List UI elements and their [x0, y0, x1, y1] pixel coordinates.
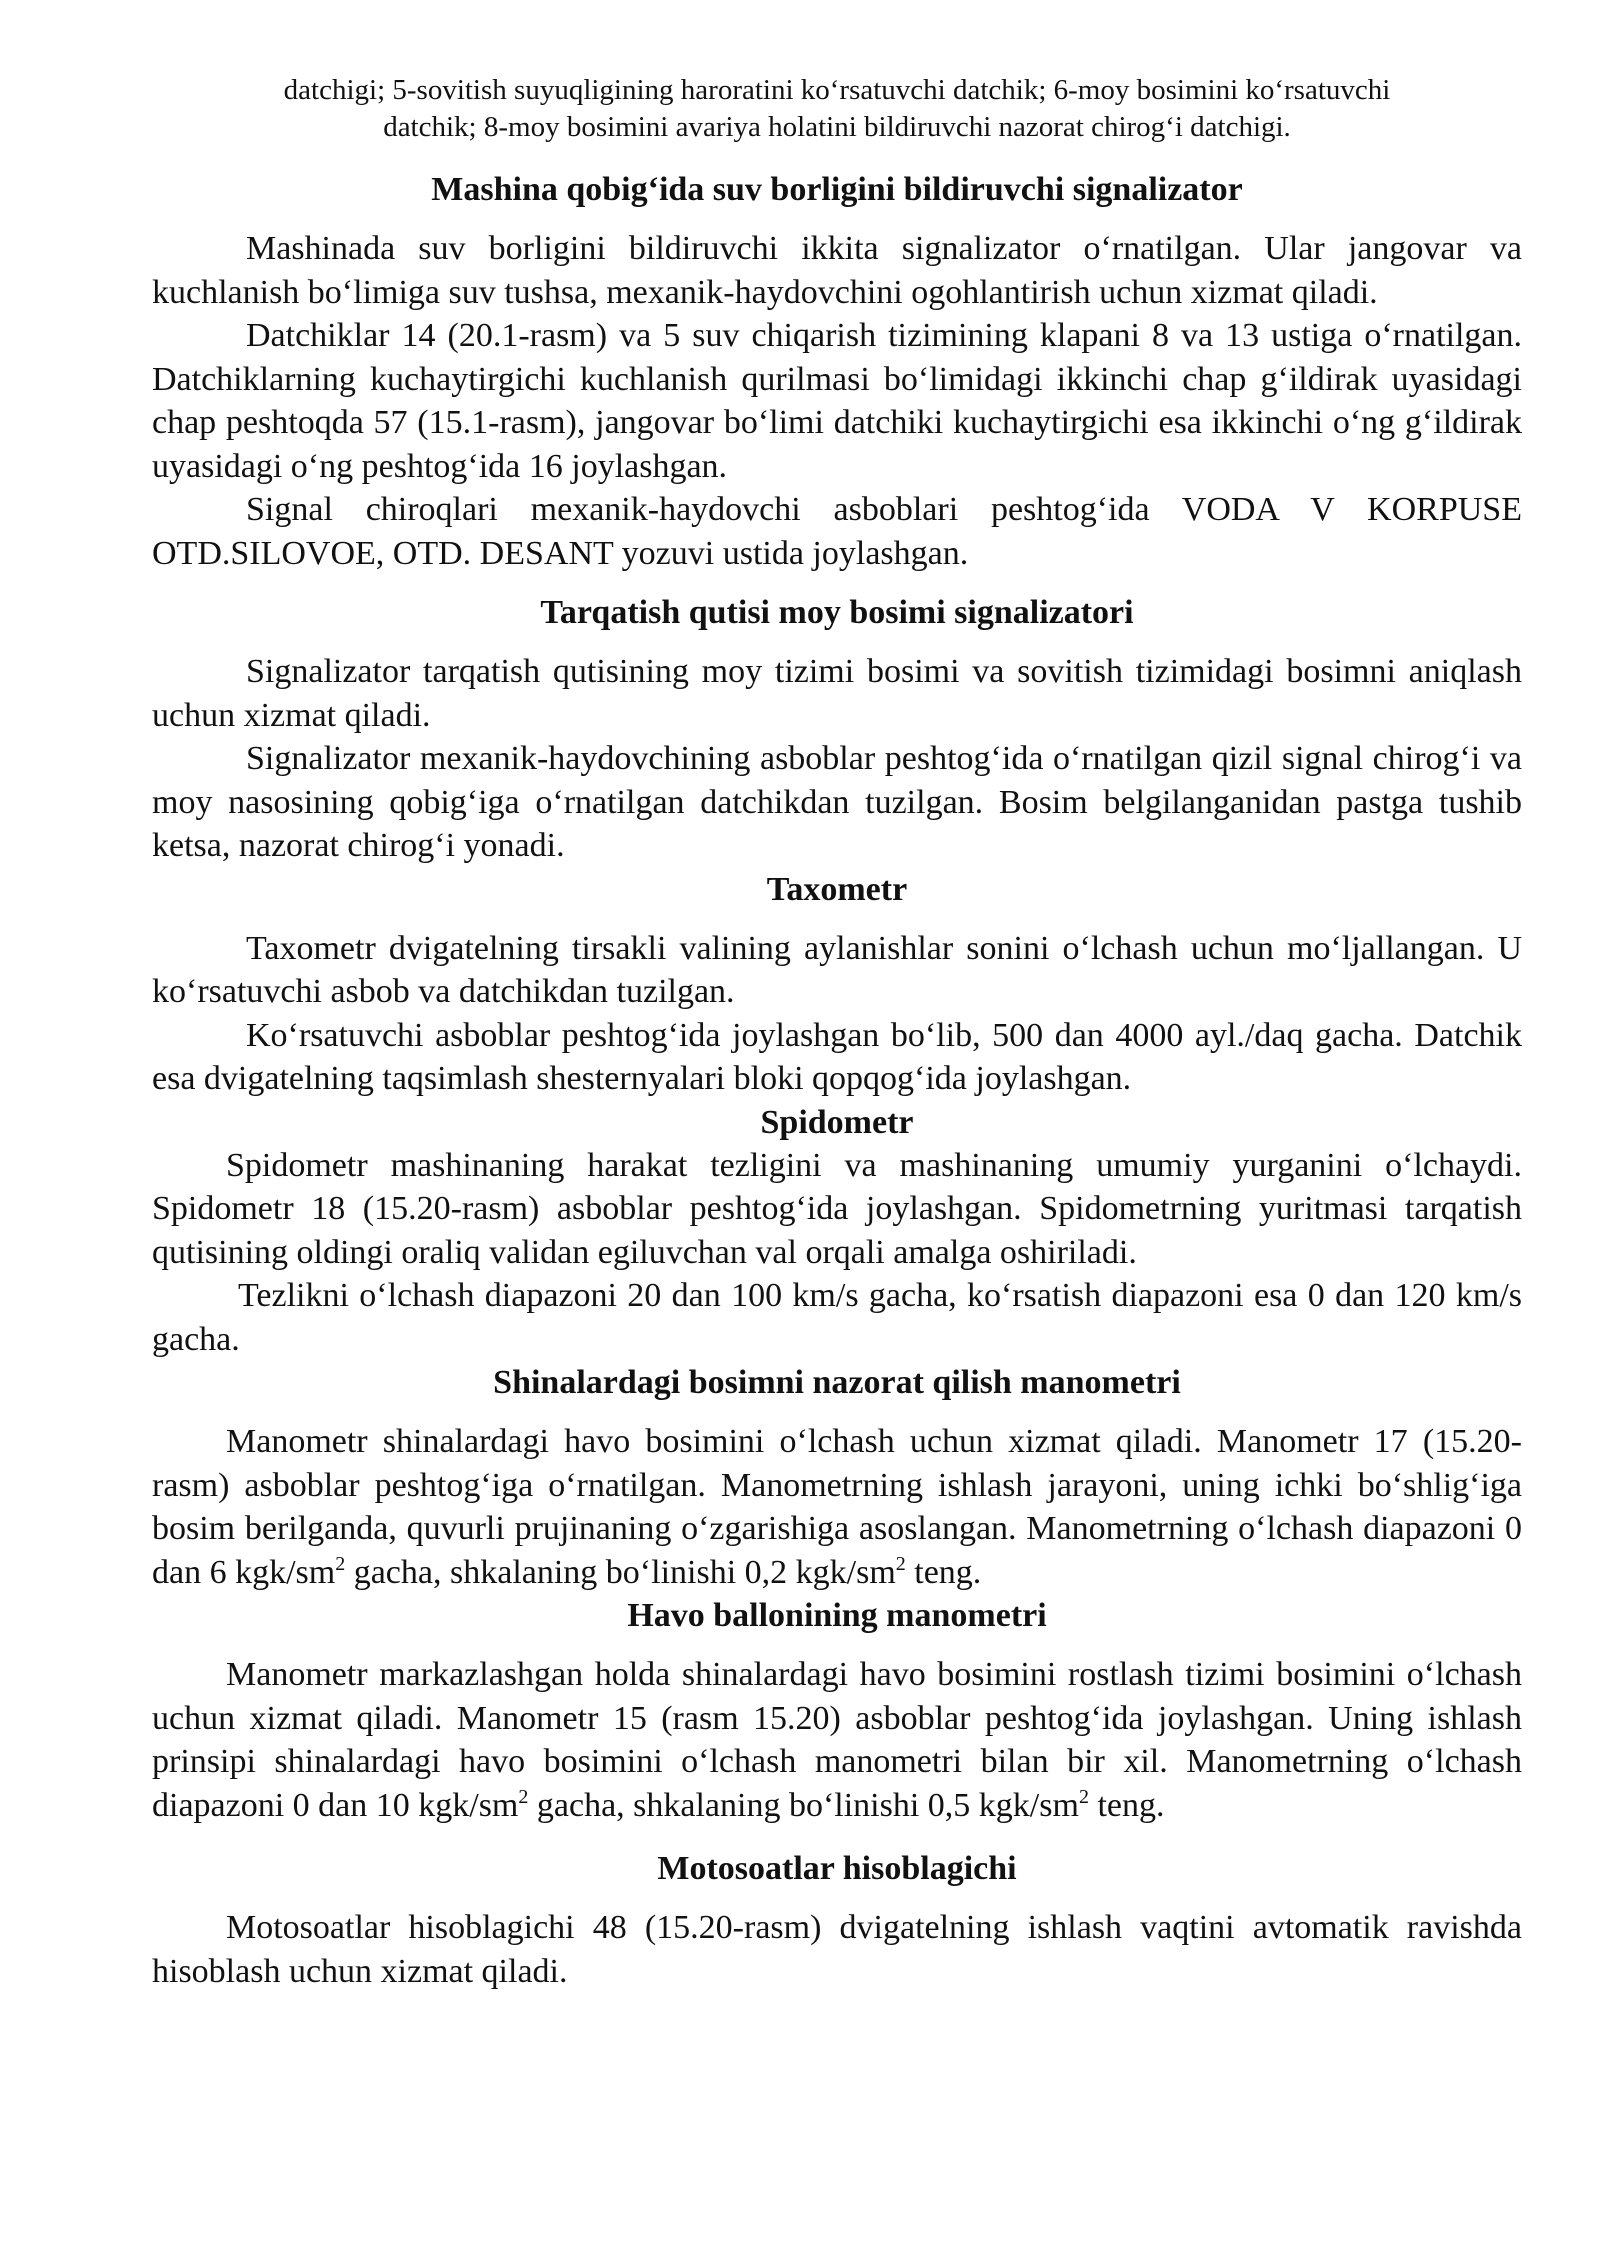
heading-speedometer: Spidometr: [760, 1103, 914, 1141]
heading-air-cylinder-manometer: Havo ballonining manometri: [627, 1597, 1047, 1634]
paragraph-tachometer-1: Taxometr dvigatelning tirsakli valining aylanishlar sonini o‘lchash uchun mo‘ljallangan. U ko‘rsatuvchi asbob va datchikdan tuzilgan.: [152, 929, 1522, 1010]
tire-superscript-1: 2: [335, 1552, 346, 1575]
paragraph-water-3: Signal chiroqlari mexanik-haydovchi asboblari peshtog‘ida VODA V KORPUSE OTD.SILOVOE, OTD. DESANT yozuvi ustida joylashgan.: [152, 491, 1522, 572]
heading-tachometer: Taxometr: [766, 870, 908, 908]
tire-text-b: gacha, shkalaning bo‘linishi 0,2 kgk/sm: [345, 1553, 896, 1591]
heading-water-signalizer: Mashina qobig‘ida suv borligini bildiruvchi signalizator: [431, 171, 1243, 208]
paragraph-motor-hour-counter: Motosoatlar hisoblagichi 48 (15.20-rasm) dvigatelning ishlash vaqtini avtomatik ravishda hisoblash uchun xizmat qiladi.: [152, 1909, 1522, 1990]
heading-motor-hour-counter: Motosoatlar hisoblagichi: [657, 1850, 1017, 1887]
paragraph-water-2: Datchiklar 14 (20.1-rasm) va 5 suv chiqarish tizimining klapani 8 va 13 ustiga o‘rnatilgan. Datchiklarning kuchaytirgichi kuchlanish qurilmasi bo‘limidagi ikkinchi chap g‘ildirak uyasidagi chap peshtoqda 57 (15.1-rasm), jangovar bo‘limi datchiki kuchaytirgichi esa ikkinchi o‘ng g‘ildirak uyasidagi o‘ng peshtog‘ida 16 joylashgan.: [152, 317, 1522, 485]
tire-superscript-2: 2: [895, 1552, 906, 1575]
heading-tire-pressure-manometer: Shinalardagi bosimni nazorat qilish manometri: [493, 1364, 1181, 1401]
paragraph-speedometer-2: Tezlikni o‘lchash diapazoni 20 dan 100 km/s gacha, ko‘rsatish diapazoni esa 0 dan 120 km/s gacha.: [152, 1277, 1522, 1358]
air-text-a: Manometr markazlashgan holda shinalardagi havo bosimini rostlash tizimi bosimini o‘lchash uchun xizmat qiladi. Manometr 15 (rasm 15.20) asboblar peshtog‘ida joylashgan. Uning ishlash prinsipi shinalardagi havo bosimini o‘lchash manometri bilan bir xil. Manometrning o‘lchash diapazoni 0 dan 10 kgk/sm: [152, 1656, 1522, 1824]
paragraph-water-1: Mashinada suv borligini bildiruvchi ikkita signalizator o‘rnatilgan. Ular jangovar va kuchlanish bo‘limiga suv tushsa, mexanik-haydovchini ogohlantirish uchun xizmat qiladi.: [152, 230, 1522, 311]
paragraph-oil-1: Signalizator tarqatish qutisining moy tizimi bosimi va sovitish tizimidagi bosimni aniqlash uchun xizmat qiladi.: [152, 653, 1522, 734]
air-text-c: teng.: [1088, 1786, 1165, 1824]
air-superscript-2: 2: [1078, 1785, 1089, 1808]
tire-text-c: teng.: [905, 1553, 982, 1591]
caption-line-1: datchigi; 5-sovitish suyuqligining haroratini ko‘rsatuvchi datchik; 6-moy bosimini ko‘rsatuvchi: [283, 74, 1391, 106]
heading-oil-pressure-signalizer: Tarqatish qutisi moy bosimi signalizatori: [540, 594, 1134, 631]
air-text-b: gacha, shkalaning bo‘linishi 0,5 kgk/sm: [528, 1786, 1079, 1824]
paragraph-speedometer-1: Spidometr mashinaning harakat tezligini va mashinaning umumiy yurganini o‘lchaydi. Spidometr 18 (15.20-rasm) asboblar peshtog‘ida joylashgan. Spidometrning yuritmasi tarqatish qutisining oldingi oraliq validan egiluvchan val orqali amalga oshiriladi.: [152, 1146, 1522, 1271]
tire-text-a: Manometr shinalardagi havo bosimini o‘lchash uchun xizmat qiladi. Manometr 17 (15.20-rasm) asboblar peshtog‘iga o‘rnatilgan. Manometrning ishlash jarayoni, uning ichki bo‘shlig‘iga bosim berilganda, quvurli prujinaning o‘zgarishiga asoslangan. Manometrning o‘lchash diapazoni 0 dan 6 kgk/sm: [152, 1423, 1522, 1591]
caption-line-2: datchik; 8-moy bosimini avariya holatini bildiruvchi nazorat chirog‘i datchigi.: [383, 111, 1291, 143]
air-superscript-1: 2: [518, 1785, 529, 1808]
paragraph-tire-manometer: [152, 1420, 1522, 1594]
paragraph-oil-2: Signalizator mexanik-haydovchining asboblar peshtog‘ida o‘rnatilgan qizil signal chirog‘i va moy nasosining qobig‘iga o‘rnatilgan datchikdan tuzilgan. Bosim belgilanganidan pastga tushib ketsa, nazorat chirog‘i yonadi.: [152, 740, 1522, 864]
paragraph-air-manometer: [152, 1653, 1522, 1827]
figure-caption: [187, 72, 1487, 146]
page-content: [152, 72, 1522, 1993]
paragraph-tachometer-2: Ko‘rsatuvchi asboblar peshtog‘ida joylashgan bo‘lib, 500 dan 4000 ayl./daq gacha. Datchik esa dvigatelning taqsimlash shesternyalari bloki qopqog‘ida joylashgan.: [152, 1016, 1522, 1097]
